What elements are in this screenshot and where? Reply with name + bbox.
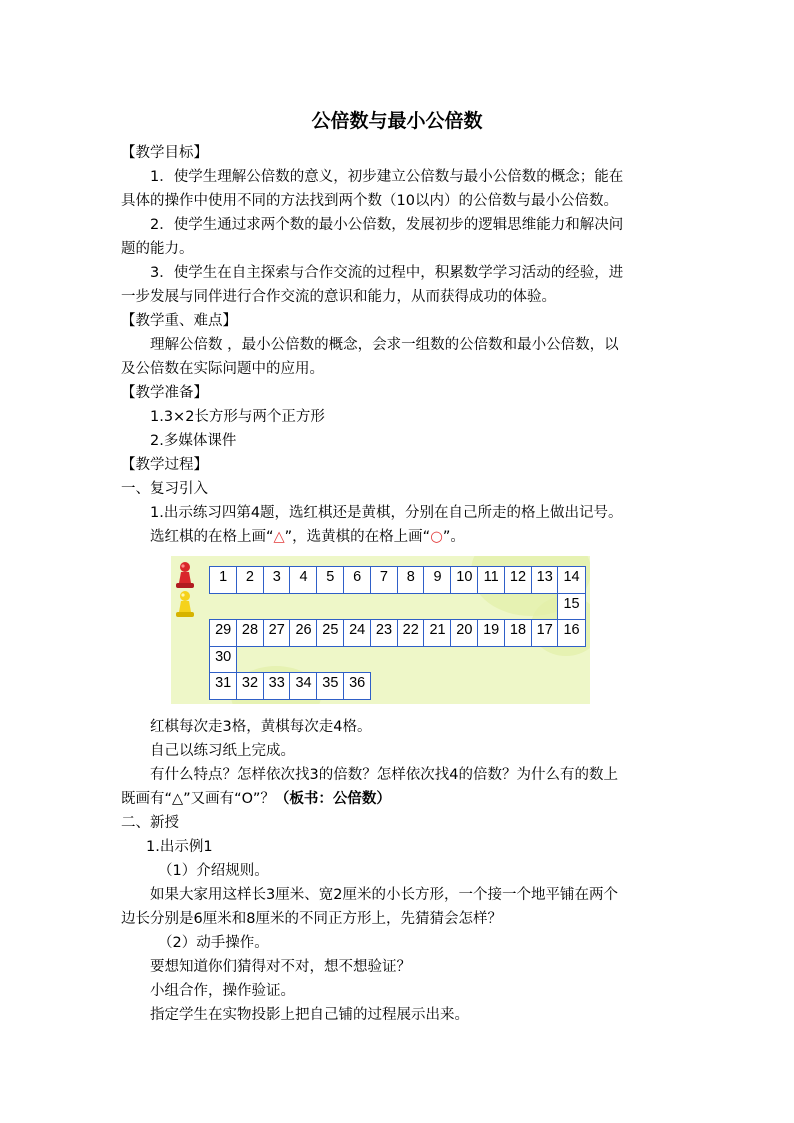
board-cell: 13 bbox=[531, 566, 559, 594]
after-board-text: 既画有“△”又画有“O”？ bbox=[121, 791, 275, 807]
review-text-c: ”。 bbox=[442, 529, 465, 545]
objective-line-5: 3．使学生在自主探索与合作交流的过程中，积累数学学习活动的经验，进 bbox=[150, 265, 624, 281]
new-line-3: 如果大家用这样长3厘米、宽2厘米的小长方形，一个接一个地平铺在两个 bbox=[150, 887, 618, 903]
board-cell: 33 bbox=[263, 672, 291, 700]
board-cell: 26 bbox=[289, 619, 317, 647]
board-cell: 11 bbox=[477, 566, 505, 594]
board-cell: 1 bbox=[209, 566, 237, 594]
board-cell: 25 bbox=[316, 619, 344, 647]
new-line-7: 小组合作，操作验证。 bbox=[150, 983, 295, 999]
board-note: （板书：公倍数） bbox=[274, 791, 391, 807]
after-board-line-1: 红棋每次走3格，黄棋每次走4格。 bbox=[150, 719, 372, 735]
new-line-8: 指定学生在实物投影上把自己铺的过程展示出来。 bbox=[150, 1007, 469, 1023]
board-cell: 23 bbox=[370, 619, 398, 647]
page-title: 公倍数与最小公倍数 bbox=[311, 110, 483, 132]
board-cell: 17 bbox=[531, 619, 559, 647]
after-board-line-4 bbox=[121, 788, 391, 810]
objective-line-4: 题的能力。 bbox=[121, 241, 194, 257]
after-board-line-3: 有什么特点？怎样依次找3的倍数？怎样依次找4的倍数？为什么有的数上 bbox=[150, 767, 618, 783]
board-cell: 36 bbox=[343, 672, 371, 700]
objective-line-3: 2．使学生通过求两个数的最小公倍数，发展初步的逻辑思维能力和解决问 bbox=[150, 217, 624, 233]
board-cell: 27 bbox=[263, 619, 291, 647]
board-cell: 12 bbox=[504, 566, 532, 594]
board-cell: 30 bbox=[209, 646, 237, 674]
objective-line-1: 1．使学生理解公倍数的意义，初步建立公倍数与最小公倍数的概念；能在 bbox=[150, 169, 624, 185]
new-line-5: （2）动手操作。 bbox=[158, 935, 269, 951]
new-line-1: 1.出示例1 bbox=[146, 839, 213, 855]
review-line-1: 1.出示练习四第4题，选红棋还是黄棋，分别在自己所走的格上做出记号。 bbox=[150, 505, 623, 521]
review-text-b: ”，选黄棋的在格上画“ bbox=[284, 529, 431, 545]
board-cell: 16 bbox=[557, 619, 585, 647]
new-line-2: （1）介绍规则。 bbox=[158, 863, 269, 879]
board-cell: 32 bbox=[236, 672, 264, 700]
board-cell: 20 bbox=[450, 619, 478, 647]
board-cell: 18 bbox=[504, 619, 532, 647]
board-cell: 31 bbox=[209, 672, 237, 700]
prep-item-2: 2.多媒体课件 bbox=[150, 433, 237, 449]
key-point-line-1: 理解公倍数 ，最小公倍数的概念，会求一组数的公倍数和最小公倍数，以 bbox=[150, 337, 619, 353]
board-cell: 3 bbox=[263, 566, 291, 594]
board-cell: 4 bbox=[289, 566, 317, 594]
circle-symbol: ○ bbox=[430, 529, 443, 545]
board-cell: 8 bbox=[397, 566, 425, 594]
board-cell: 10 bbox=[450, 566, 478, 594]
section-review-heading: 一、复习引入 bbox=[121, 481, 208, 497]
review-text-a: 选红棋的在格上画“ bbox=[150, 529, 274, 545]
new-line-6: 要想知道你们猜得对不对，想不想验证？ bbox=[150, 959, 411, 975]
red-pawn-icon bbox=[174, 561, 196, 589]
objective-line-6: 一步发展与同伴进行合作交流的意识和能力，从而获得成功的体验。 bbox=[121, 289, 556, 305]
after-board-line-2: 自己以练习纸上完成。 bbox=[150, 743, 295, 759]
board-cell: 5 bbox=[316, 566, 344, 594]
objectives-heading: 【教学目标】 bbox=[121, 145, 208, 161]
board-cell: 2 bbox=[236, 566, 264, 594]
prep-heading: 【教学准备】 bbox=[121, 385, 208, 401]
objective-line-2: 具体的操作中使用不同的方法找到两个数（10以内）的公倍数与最小公倍数。 bbox=[121, 193, 618, 209]
process-heading: 【教学过程】 bbox=[121, 457, 208, 473]
new-line-4: 边长分别是6厘米和8厘米的不同正方形上，先猜猜会怎样？ bbox=[121, 911, 502, 927]
board-cell: 7 bbox=[370, 566, 398, 594]
board-cell: 22 bbox=[397, 619, 425, 647]
section-new-heading: 二、新授 bbox=[121, 815, 179, 831]
board-cell: 24 bbox=[343, 619, 371, 647]
board-cell: 28 bbox=[236, 619, 264, 647]
prep-item-1: 1.3×2长方形与两个正方形 bbox=[150, 409, 325, 425]
board-cell: 9 bbox=[423, 566, 451, 594]
board-cell: 6 bbox=[343, 566, 371, 594]
key-points-heading: 【教学重、难点】 bbox=[121, 313, 237, 329]
triangle-symbol: △ bbox=[273, 529, 285, 545]
key-point-line-2: 及公倍数在实际问题中的应用。 bbox=[121, 361, 324, 377]
review-line-2 bbox=[150, 526, 465, 548]
board-cell: 34 bbox=[289, 672, 317, 700]
board-cell: 21 bbox=[423, 619, 451, 647]
board-cell: 15 bbox=[557, 593, 585, 621]
yellow-pawn-icon bbox=[174, 590, 196, 618]
board-cell: 35 bbox=[316, 672, 344, 700]
board-cell: 29 bbox=[209, 619, 237, 647]
board-cell: 19 bbox=[477, 619, 505, 647]
game-board bbox=[171, 556, 590, 704]
board-cell: 14 bbox=[557, 566, 585, 594]
